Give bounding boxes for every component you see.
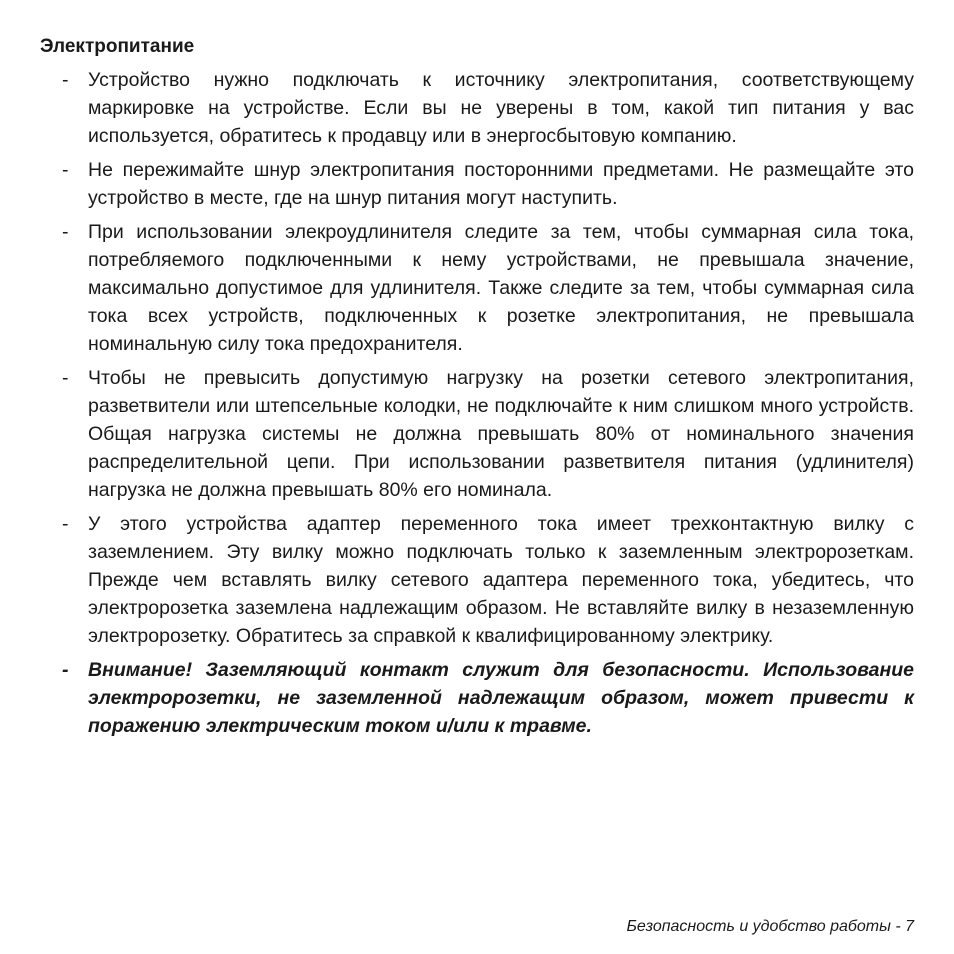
- bullet-marker: -: [62, 513, 69, 535]
- list-item-text: Не пережимайте шнур электропитания посторонними предметами. Не размещайте это устройство в месте, где на шнур питания могут наступить.: [88, 159, 914, 209]
- list-item: [40, 218, 914, 358]
- bullet-marker: -: [62, 367, 69, 389]
- bullet-marker: -: [62, 159, 69, 181]
- list-item-text: У этого устройства адаптер переменного тока имеет трехконтактную вилку с заземлением. Эту вилку можно подключать только к заземленным электророзеткам. Прежде чем вставлять вилку сетевого адаптера переменного тока, убедитесь, что электророзетка заземлена надлежащим образом. Не вставляйте вилку в незаземленную электророзетку. Обратитесь за справкой к квалифицированному электрику.: [88, 513, 914, 647]
- list-item: [40, 156, 914, 212]
- section-title: Электропитание: [40, 36, 195, 57]
- list-item: [40, 364, 914, 504]
- document-page: [40, 35, 914, 746]
- list-item: [40, 66, 914, 150]
- page-footer: Безопасность и удобство работы - 7: [626, 918, 914, 935]
- warning-list-item: [40, 656, 914, 740]
- bullet-marker: -: [62, 221, 69, 243]
- list-item-text: При использовании элекроудлинителя следите за тем, чтобы суммарная сила тока, потребляемого подключенными к нему устройствами, не превышала значение, максимально допустимое для удлинителя. Также следите за тем, чтобы суммарная сила тока всех устройств, подключенных к розетке электропитания, не превышала номинальную силу тока предохранителя.: [88, 221, 914, 355]
- list-item: [40, 510, 914, 650]
- list-item-text: Устройство нужно подключать к источнику электропитания, соответствующему маркировке на устройстве. Если вы не уверены в том, какой тип питания у вас используется, обратитесь к продавцу или в энергосбытовую компанию.: [88, 69, 914, 147]
- bullet-marker: -: [62, 69, 69, 91]
- list-item-text: Чтобы не превысить допустимую нагрузку на розетки сетевого электропитания, разветвители или штепсельные колодки, не подключайте к ним слишком много устройств. Общая нагрузка системы не должна превышать 80% от номинального значения распределительной цепи. При использовании разветвителя питания (удлинителя) нагрузка не должна превышать 80% его номинала.: [88, 367, 914, 501]
- bullet-list: [40, 66, 914, 740]
- bullet-marker: -: [62, 659, 69, 681]
- warning-text: Внимание! Заземляющий контакт служит для безопасности. Использование электророзетки, не заземленной надлежащим образом, может привести к поражению электрическим током и/или к травме.: [88, 659, 914, 737]
